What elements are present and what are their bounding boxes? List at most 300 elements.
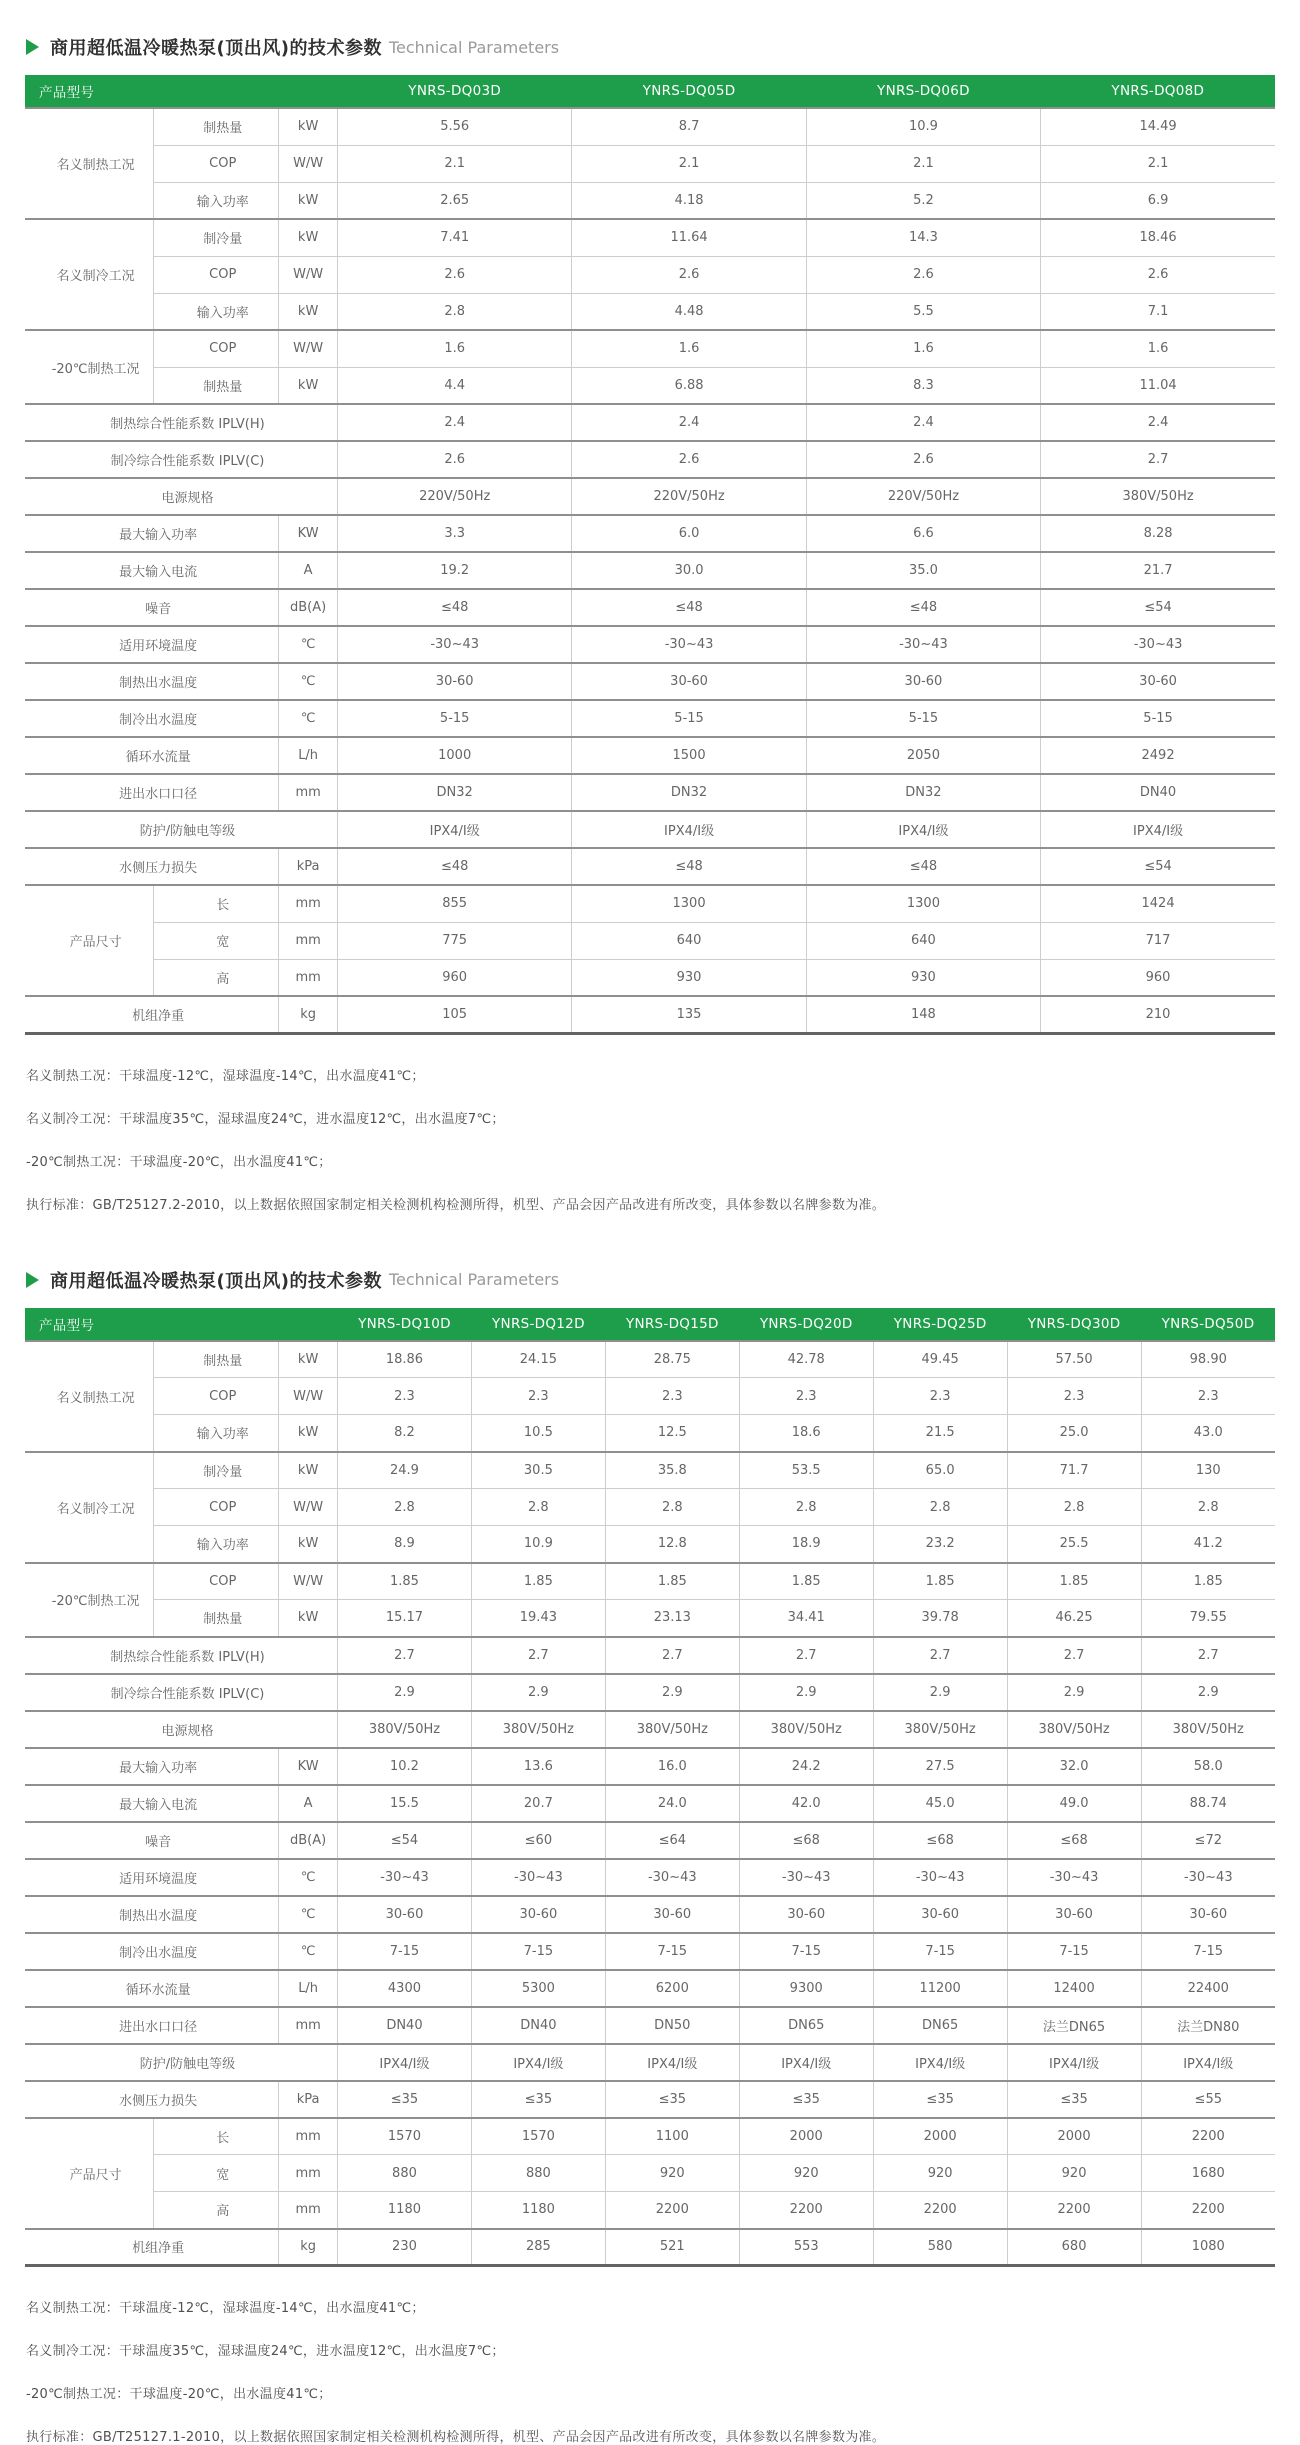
table-row <box>25 959 1275 996</box>
row-group-label: 名义制冷工况 <box>25 219 154 330</box>
cell-value: 2.8 <box>1141 1489 1275 1526</box>
cell-value: ≤48 <box>572 589 806 626</box>
model-column-header: YNRS-DQ10D <box>338 1308 472 1341</box>
row-unit: kPa <box>279 2081 338 2118</box>
row-unit: mm <box>279 774 338 811</box>
row-unit: kg <box>279 2229 338 2266</box>
table-row <box>25 515 1275 552</box>
cell-value: 2.3 <box>873 1378 1007 1415</box>
cell-value: 1680 <box>1141 2155 1275 2192</box>
cell-value: 2.8 <box>338 293 572 330</box>
cell-value: 22400 <box>1141 1970 1275 2007</box>
table-row <box>25 367 1275 404</box>
row-label: 制冷量 <box>154 1452 279 1489</box>
model-column-header: YNRS-DQ50D <box>1141 1308 1275 1341</box>
cell-value: -30~43 <box>572 626 806 663</box>
cell-value: 521 <box>605 2229 739 2266</box>
cell-value: 5-15 <box>338 700 572 737</box>
cell-value: 2.7 <box>605 1637 739 1674</box>
cell-value: ≤54 <box>1041 589 1275 626</box>
table-row <box>25 1563 1275 1600</box>
cell-value: 2.7 <box>1041 441 1275 478</box>
row-label: 宽 <box>154 922 279 959</box>
table-row <box>25 182 1275 219</box>
table-row <box>25 108 1275 145</box>
cell-value: 8.3 <box>806 367 1040 404</box>
row-unit: kW <box>279 1415 338 1452</box>
row-unit: ℃ <box>279 1933 338 1970</box>
cell-value: 2.4 <box>806 404 1040 441</box>
cell-value: 7-15 <box>471 1933 605 1970</box>
spec-section-top <box>25 34 1275 1213</box>
cell-value: 920 <box>1007 2155 1141 2192</box>
row-label: 防护/防触电等级 <box>25 2044 338 2081</box>
cell-value: 42.78 <box>739 1341 873 1378</box>
row-unit: L/h <box>279 1970 338 2007</box>
cell-value: ≤48 <box>806 848 1040 885</box>
cell-value: 5.5 <box>806 293 1040 330</box>
cell-value: ≤48 <box>338 589 572 626</box>
cell-value: 10.9 <box>471 1526 605 1563</box>
cell-value: 23.13 <box>605 1600 739 1637</box>
cell-value: ≤48 <box>806 589 1040 626</box>
row-label: 适用环境温度 <box>25 1859 279 1896</box>
row-unit: kW <box>279 219 338 256</box>
cell-value: 640 <box>806 922 1040 959</box>
row-unit: mm <box>279 2007 338 2044</box>
spec-section-bottom <box>25 1267 1275 2445</box>
cell-value: 135 <box>572 996 806 1033</box>
cell-value: 11.64 <box>572 219 806 256</box>
model-column-header: YNRS-DQ15D <box>605 1308 739 1341</box>
row-unit: W/W <box>279 1489 338 1526</box>
cell-value: 380V/50Hz <box>1007 1711 1141 1748</box>
cell-value: 9300 <box>739 1970 873 2007</box>
cell-value: 380V/50Hz <box>338 1711 472 1748</box>
cell-value: 2.8 <box>1007 1489 1141 1526</box>
row-label: 进出水口口径 <box>25 2007 279 2044</box>
cell-value: 18.46 <box>1041 219 1275 256</box>
cell-value: -30~43 <box>338 1859 472 1896</box>
cell-value: 24.0 <box>605 1785 739 1822</box>
row-unit: mm <box>279 922 338 959</box>
cell-value: 1100 <box>605 2118 739 2155</box>
cell-value: 11.04 <box>1041 367 1275 404</box>
row-unit: L/h <box>279 737 338 774</box>
cell-value: 5-15 <box>1041 700 1275 737</box>
row-unit: kW <box>279 1600 338 1637</box>
row-unit: ℃ <box>279 1859 338 1896</box>
row-unit: kW <box>279 182 338 219</box>
cell-value: 21.5 <box>873 1415 1007 1452</box>
row-unit: KW <box>279 1748 338 1785</box>
cell-value: 32.0 <box>1007 1748 1141 1785</box>
table-row <box>25 1341 1275 1378</box>
cell-value: 45.0 <box>873 1785 1007 1822</box>
cell-value: 380V/50Hz <box>471 1711 605 1748</box>
cell-value: 30-60 <box>338 663 572 700</box>
table-row <box>25 1452 1275 1489</box>
table-row <box>25 2007 1275 2044</box>
cell-value: DN50 <box>605 2007 739 2044</box>
cell-value: IPX4/I级 <box>873 2044 1007 2081</box>
row-label: 长 <box>154 885 279 922</box>
spec-table <box>25 75 1275 1035</box>
cell-value: 1.85 <box>338 1563 472 1600</box>
cell-value: ≤55 <box>1141 2081 1275 2118</box>
cell-value: 46.25 <box>1007 1600 1141 1637</box>
cell-value: 53.5 <box>739 1452 873 1489</box>
cell-value: ≤72 <box>1141 1822 1275 1859</box>
cell-value: 7-15 <box>1007 1933 1141 1970</box>
cell-value: 2.3 <box>739 1378 873 1415</box>
cell-value: 19.43 <box>471 1600 605 1637</box>
cell-value: 2.3 <box>1141 1378 1275 1415</box>
table-row <box>25 663 1275 700</box>
cell-value: 2.4 <box>1041 404 1275 441</box>
cell-value: 1.85 <box>605 1563 739 1600</box>
table-notes <box>26 1065 1275 1213</box>
cell-value: 920 <box>873 2155 1007 2192</box>
cell-value: 27.5 <box>873 1748 1007 1785</box>
cell-value: 2.4 <box>572 404 806 441</box>
row-unit: kW <box>279 108 338 145</box>
cell-value: 2.9 <box>1141 1674 1275 1711</box>
cell-value: 6.9 <box>1041 182 1275 219</box>
cell-value: 2.6 <box>572 441 806 478</box>
cell-value: 230 <box>338 2229 472 2266</box>
cell-value: -30~43 <box>873 1859 1007 1896</box>
cell-value: IPX4/I级 <box>1041 811 1275 848</box>
cell-value: -30~43 <box>739 1859 873 1896</box>
table-row <box>25 700 1275 737</box>
cell-value: 1570 <box>338 2118 472 2155</box>
cell-value: 380V/50Hz <box>739 1711 873 1748</box>
cell-value: 1180 <box>471 2192 605 2229</box>
cell-value: 2.7 <box>1141 1637 1275 1674</box>
cell-value: ≤35 <box>605 2081 739 2118</box>
table-row <box>25 2229 1275 2266</box>
table-row <box>25 1711 1275 1748</box>
section-title <box>26 34 1275 60</box>
cell-value: ≤35 <box>873 2081 1007 2118</box>
model-column-header: YNRS-DQ08D <box>1041 75 1275 108</box>
cell-value: 24.2 <box>739 1748 873 1785</box>
cell-value: DN32 <box>572 774 806 811</box>
row-unit: ℃ <box>279 1896 338 1933</box>
table-row <box>25 848 1275 885</box>
cell-value: 1000 <box>338 737 572 774</box>
table-row <box>25 1859 1275 1896</box>
table-row <box>25 256 1275 293</box>
row-label: 制冷出水温度 <box>25 1933 279 1970</box>
row-label: 制热量 <box>154 367 279 404</box>
row-unit: W/W <box>279 145 338 182</box>
cell-value: 2.8 <box>338 1489 472 1526</box>
cell-value: ≤35 <box>739 2081 873 2118</box>
cell-value: 105 <box>338 996 572 1033</box>
cell-value: 30.5 <box>471 1452 605 1489</box>
cell-value: 19.2 <box>338 552 572 589</box>
cell-value: 1.6 <box>572 330 806 367</box>
cell-value: ≤35 <box>338 2081 472 2118</box>
cell-value: 2200 <box>1141 2118 1275 2155</box>
cell-value: 30-60 <box>1007 1896 1141 1933</box>
cell-value: 2.9 <box>1007 1674 1141 1711</box>
table-row <box>25 1378 1275 1415</box>
cell-value: 8.7 <box>572 108 806 145</box>
table-row <box>25 145 1275 182</box>
row-group-label: -20℃制热工况 <box>25 330 154 404</box>
cell-value: DN40 <box>471 2007 605 2044</box>
cell-value: 58.0 <box>1141 1748 1275 1785</box>
cell-value: 7-15 <box>605 1933 739 1970</box>
row-label: 高 <box>154 959 279 996</box>
cell-value: 30-60 <box>338 1896 472 1933</box>
cell-value: 88.74 <box>1141 1785 1275 1822</box>
row-unit: kW <box>279 293 338 330</box>
cell-value: 5300 <box>471 1970 605 2007</box>
cell-value: 2050 <box>806 737 1040 774</box>
cell-value: 13.6 <box>471 1748 605 1785</box>
cell-value: 5.56 <box>338 108 572 145</box>
note-line: 名义制冷工况：干球温度35℃，湿球温度24℃，进水温度12℃，出水温度7℃； <box>26 1108 1275 1127</box>
cell-value: IPX4/I级 <box>739 2044 873 2081</box>
cell-value: 1.6 <box>1041 330 1275 367</box>
row-label: 水侧压力损失 <box>25 848 279 885</box>
cell-value: 2.6 <box>572 256 806 293</box>
cell-value: 220V/50Hz <box>572 478 806 515</box>
model-column-header: YNRS-DQ03D <box>338 75 572 108</box>
models-header-row <box>25 1308 1275 1341</box>
table-row <box>25 1896 1275 1933</box>
row-label: COP <box>154 330 279 367</box>
table-row <box>25 1785 1275 1822</box>
row-label: 适用环境温度 <box>25 626 279 663</box>
row-unit: mm <box>279 959 338 996</box>
cell-value: 1.6 <box>338 330 572 367</box>
cell-value: 1080 <box>1141 2229 1275 2266</box>
row-unit: mm <box>279 885 338 922</box>
row-unit: ℃ <box>279 626 338 663</box>
cell-value: 2.3 <box>471 1378 605 1415</box>
cell-value: IPX4/I级 <box>338 811 572 848</box>
cell-value: 7.1 <box>1041 293 1275 330</box>
cell-value: 2.7 <box>873 1637 1007 1674</box>
row-label: 噪音 <box>25 589 279 626</box>
cell-value: DN65 <box>873 2007 1007 2044</box>
model-column-header: YNRS-DQ12D <box>471 1308 605 1341</box>
table-row <box>25 589 1275 626</box>
note-line: 执行标准：GB/T25127.2-2010，以上数据依照国家制定相关检测机构检测所得，机型、产品会因产品改进有所改变，具体参数以名牌参数为准。 <box>26 1194 1275 1213</box>
cell-value: 2.1 <box>338 145 572 182</box>
row-unit: kW <box>279 1341 338 1378</box>
cell-value: 2.8 <box>471 1489 605 1526</box>
table-row <box>25 1489 1275 1526</box>
cell-value: 21.7 <box>1041 552 1275 589</box>
cell-value: 30-60 <box>471 1896 605 1933</box>
cell-value: 285 <box>471 2229 605 2266</box>
cell-value: 680 <box>1007 2229 1141 2266</box>
cell-value: ≤64 <box>605 1822 739 1859</box>
row-label: 最大输入电流 <box>25 552 279 589</box>
cell-value: 8.28 <box>1041 515 1275 552</box>
cell-value: 71.7 <box>1007 1452 1141 1489</box>
row-group-label: 产品尺寸 <box>25 885 154 996</box>
cell-value: 法兰DN65 <box>1007 2007 1141 2044</box>
cell-value: 4.18 <box>572 182 806 219</box>
cell-value: 2200 <box>739 2192 873 2229</box>
cell-value: 10.2 <box>338 1748 472 1785</box>
row-label: 最大输入功率 <box>25 1748 279 1785</box>
cell-value: IPX4/I级 <box>806 811 1040 848</box>
cell-value: 2.1 <box>806 145 1040 182</box>
row-label: 制热综合性能系数 IPLV(H) <box>25 1637 338 1674</box>
row-label: 电源规格 <box>25 1711 338 1748</box>
cell-value: 2.3 <box>605 1378 739 1415</box>
cell-value: 4.48 <box>572 293 806 330</box>
row-unit: kg <box>279 996 338 1033</box>
table-row <box>25 552 1275 589</box>
row-label: 制热出水温度 <box>25 663 279 700</box>
row-label: COP <box>154 1489 279 1526</box>
row-label: 循环水流量 <box>25 1970 279 2007</box>
table-row <box>25 1933 1275 1970</box>
row-unit: mm <box>279 2192 338 2229</box>
cell-value: ≤68 <box>1007 1822 1141 1859</box>
cell-value: DN65 <box>739 2007 873 2044</box>
row-label: COP <box>154 1378 279 1415</box>
row-label: 机组净重 <box>25 996 279 1033</box>
cell-value: 2000 <box>873 2118 1007 2155</box>
table-row <box>25 1526 1275 1563</box>
note-line: 名义制热工况：干球温度-12℃，湿球温度-14℃，出水温度41℃； <box>26 1065 1275 1084</box>
section-title-en: Technical Parameters <box>389 38 559 57</box>
cell-value: 2000 <box>739 2118 873 2155</box>
table-row <box>25 1970 1275 2007</box>
cell-value: 2.6 <box>1041 256 1275 293</box>
table-row <box>25 441 1275 478</box>
note-line: 名义制冷工况：干球温度35℃，湿球温度24℃，进水温度12℃，出水温度7℃； <box>26 2340 1275 2359</box>
header-product-model-label: 产品型号 <box>25 1308 338 1341</box>
cell-value: -30~43 <box>605 1859 739 1896</box>
row-label: 制热量 <box>154 1341 279 1378</box>
row-unit: A <box>279 552 338 589</box>
cell-value: 2000 <box>1007 2118 1141 2155</box>
row-label: 机组净重 <box>25 2229 279 2266</box>
row-label: 制冷综合性能系数 IPLV(C) <box>25 441 338 478</box>
cell-value: 39.78 <box>873 1600 1007 1637</box>
cell-value: 2.6 <box>806 441 1040 478</box>
section-title-zh: 商用超低温冷暖热泵(顶出风)的技术参数 <box>50 1267 382 1293</box>
cell-value: 717 <box>1041 922 1275 959</box>
cell-value: ≤35 <box>1007 2081 1141 2118</box>
cell-value: 2.3 <box>338 1378 472 1415</box>
cell-value: 18.86 <box>338 1341 472 1378</box>
row-label: 输入功率 <box>154 1526 279 1563</box>
cell-value: 4.4 <box>338 367 572 404</box>
cell-value: 11200 <box>873 1970 1007 2007</box>
note-line: 执行标准：GB/T25127.1-2010，以上数据依照国家制定相关检测机构检测所得，机型、产品会因产品改进有所改变，具体参数以名牌参数为准。 <box>26 2426 1275 2445</box>
row-group-label: -20℃制热工况 <box>25 1563 154 1637</box>
header-product-model-label: 产品型号 <box>25 75 338 108</box>
table-row <box>25 1415 1275 1452</box>
note-line: -20℃制热工况：干球温度-20℃，出水温度41℃； <box>26 2383 1275 2402</box>
cell-value: 20.7 <box>471 1785 605 1822</box>
cell-value: 2.8 <box>739 1489 873 1526</box>
cell-value: 24.9 <box>338 1452 472 1489</box>
row-group-label: 名义制冷工况 <box>25 1452 154 1563</box>
table-row <box>25 774 1275 811</box>
cell-value: 57.50 <box>1007 1341 1141 1378</box>
cell-value: 580 <box>873 2229 1007 2266</box>
row-label: 输入功率 <box>154 182 279 219</box>
cell-value: 35.8 <box>605 1452 739 1489</box>
cell-value: 15.5 <box>338 1785 472 1822</box>
cell-value: 30-60 <box>1141 1896 1275 1933</box>
table-row <box>25 1822 1275 1859</box>
cell-value: 7-15 <box>1141 1933 1275 1970</box>
cell-value: DN32 <box>338 774 572 811</box>
cell-value: DN32 <box>806 774 1040 811</box>
cell-value: 960 <box>338 959 572 996</box>
section-title-en: Technical Parameters <box>389 1270 559 1289</box>
row-label: 输入功率 <box>154 1415 279 1452</box>
cell-value: 2.9 <box>739 1674 873 1711</box>
cell-value: 41.2 <box>1141 1526 1275 1563</box>
cell-value: 2.6 <box>338 441 572 478</box>
cell-value: 49.45 <box>873 1341 1007 1378</box>
cell-value: 960 <box>1041 959 1275 996</box>
cell-value: IPX4/I级 <box>1141 2044 1275 2081</box>
cell-value: 1180 <box>338 2192 472 2229</box>
cell-value: 30-60 <box>806 663 1040 700</box>
table-row <box>25 219 1275 256</box>
cell-value: 2.6 <box>338 256 572 293</box>
cell-value: 14.3 <box>806 219 1040 256</box>
row-label: COP <box>154 145 279 182</box>
cell-value: 30-60 <box>572 663 806 700</box>
cell-value: 4300 <box>338 1970 472 2007</box>
cell-value: 2200 <box>605 2192 739 2229</box>
cell-value: 5.2 <box>806 182 1040 219</box>
cell-value: 24.15 <box>471 1341 605 1378</box>
cell-value: 7-15 <box>873 1933 1007 1970</box>
row-label: 最大输入功率 <box>25 515 279 552</box>
cell-value: 1500 <box>572 737 806 774</box>
cell-value: 1424 <box>1041 885 1275 922</box>
cell-value: 18.6 <box>739 1415 873 1452</box>
section-title <box>26 1267 1275 1293</box>
cell-value: 2200 <box>1007 2192 1141 2229</box>
cell-value: 5-15 <box>572 700 806 737</box>
cell-value: ≤60 <box>471 1822 605 1859</box>
cell-value: -30~43 <box>1041 626 1275 663</box>
cell-value: 2.8 <box>605 1489 739 1526</box>
model-column-header: YNRS-DQ25D <box>873 1308 1007 1341</box>
cell-value: 7-15 <box>338 1933 472 1970</box>
cell-value: 3.3 <box>338 515 572 552</box>
cell-value: 920 <box>605 2155 739 2192</box>
cell-value: -30~43 <box>338 626 572 663</box>
table-row <box>25 1748 1275 1785</box>
cell-value: 380V/50Hz <box>1141 1711 1275 1748</box>
model-column-header: YNRS-DQ30D <box>1007 1308 1141 1341</box>
row-label: 噪音 <box>25 1822 279 1859</box>
cell-value: 2.8 <box>873 1489 1007 1526</box>
cell-value: 8.2 <box>338 1415 472 1452</box>
row-label: 循环水流量 <box>25 737 279 774</box>
